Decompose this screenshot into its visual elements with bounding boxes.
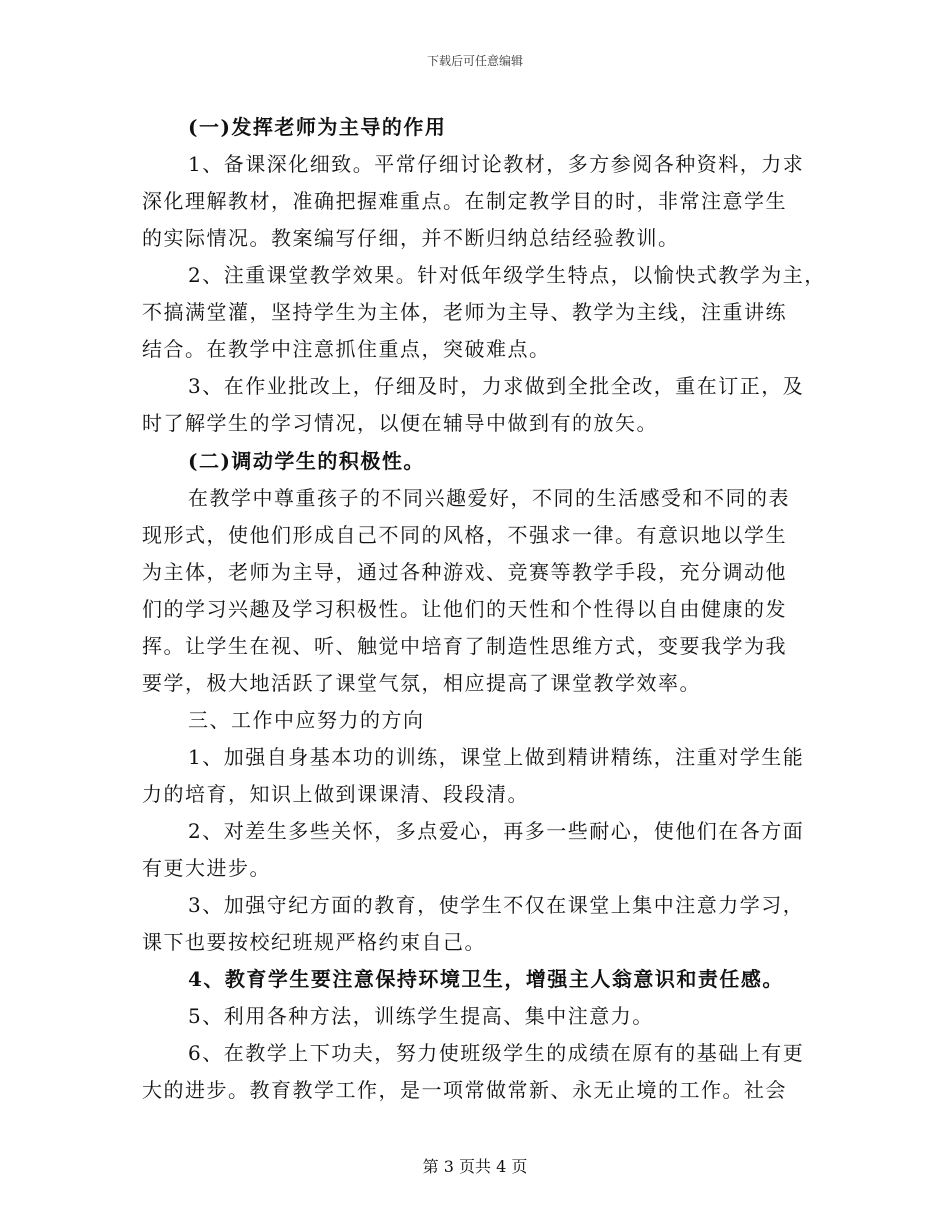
paragraph-line: 2、对差生多些关怀，多点爱心，再多一些耐心，使他们在各方面 [188, 819, 805, 843]
paragraph-line: 要学，极大地活跃了课堂气氛，相应提高了课堂教学效率。 [142, 671, 701, 695]
paragraph-line: 5、利用各种方法，训练学生提高、集中注意力。 [188, 1004, 654, 1028]
paragraph-line: 有更大进步。 [142, 856, 271, 880]
paragraph-line: 1、备课深化细致。平常仔细讨论教材，多方参阅各种资料，力求 [188, 152, 805, 176]
paragraph-line: 为主体，老师为主导，通过各种游戏、竞赛等教学手段，充分调动他 [142, 560, 787, 584]
paragraph-line: 力的培育，知识上做到课课清、段段清。 [142, 782, 529, 806]
paragraph-line: 时了解学生的学习情况，以便在辅导中做到有的放矢。 [142, 411, 658, 435]
page-header: 下载后可任意编辑 [426, 54, 523, 68]
paragraph-line: 2、注重课堂教学效果。针对低年级学生特点，以愉快式教学为主， [188, 263, 826, 287]
bold-item-4: 4、教育学生要注意保持环境卫生，增强主人翁意识和责任感。 [188, 967, 784, 991]
page-footer: 第 3 页共 4 页 [422, 1157, 528, 1176]
paragraph-line: 结合。在教学中注意抓住重点，突破难点。 [142, 337, 551, 361]
section-heading-1: (一)发挥老师为主导的作用 [188, 115, 447, 139]
paragraph-line: 挥。让学生在视、听、触觉中培育了制造性思维方式，变要我学为我 [142, 634, 787, 658]
paragraph-line: 1、加强自身基本功的训练，课堂上做到精讲精练，注重对学生能 [188, 745, 805, 769]
paragraph-line: 的实际情况。教案编写仔细，并不断归纳总结经验教训。 [142, 226, 680, 250]
paragraph-line: 们的学习兴趣及学习积极性。让他们的天性和个性得以自由健康的发 [142, 597, 787, 621]
paragraph-line: 课下也要按校纪班规严格约束自己。 [142, 930, 486, 954]
section-heading-3: 三、工作中应努力的方向 [188, 708, 425, 732]
section-heading-2: (二)调动学生的积极性。 [188, 449, 425, 473]
paragraph-line: 6、在教学上下功夫，努力使班级学生的成绩在原有的基础上有更 [188, 1041, 805, 1065]
paragraph-line: 大的进步。教育教学工作，是一项常做常新、永无止境的工作。社会 [142, 1078, 787, 1102]
paragraph-line: 现形式，使他们形成自己不同的风格，不强求一律。有意识地以学生 [142, 523, 787, 547]
paragraph-line: 3、在作业批改上，仔细及时，力求做到全批全改，重在订正，及 [188, 374, 805, 398]
paragraph-line: 深化理解教材，准确把握难重点。在制定教学目的时，非常注意学生 [142, 189, 787, 213]
paragraph-line: 不搞满堂灌，坚持学生为主体，老师为主导、教学为主线，注重讲练 [142, 300, 787, 324]
paragraph-line: 3、加强守纪方面的教育，使学生不仅在课堂上集中注意力学习， [188, 893, 805, 917]
paragraph-line: 在教学中尊重孩子的不同兴趣爱好，不同的生活感受和不同的表 [188, 486, 790, 510]
